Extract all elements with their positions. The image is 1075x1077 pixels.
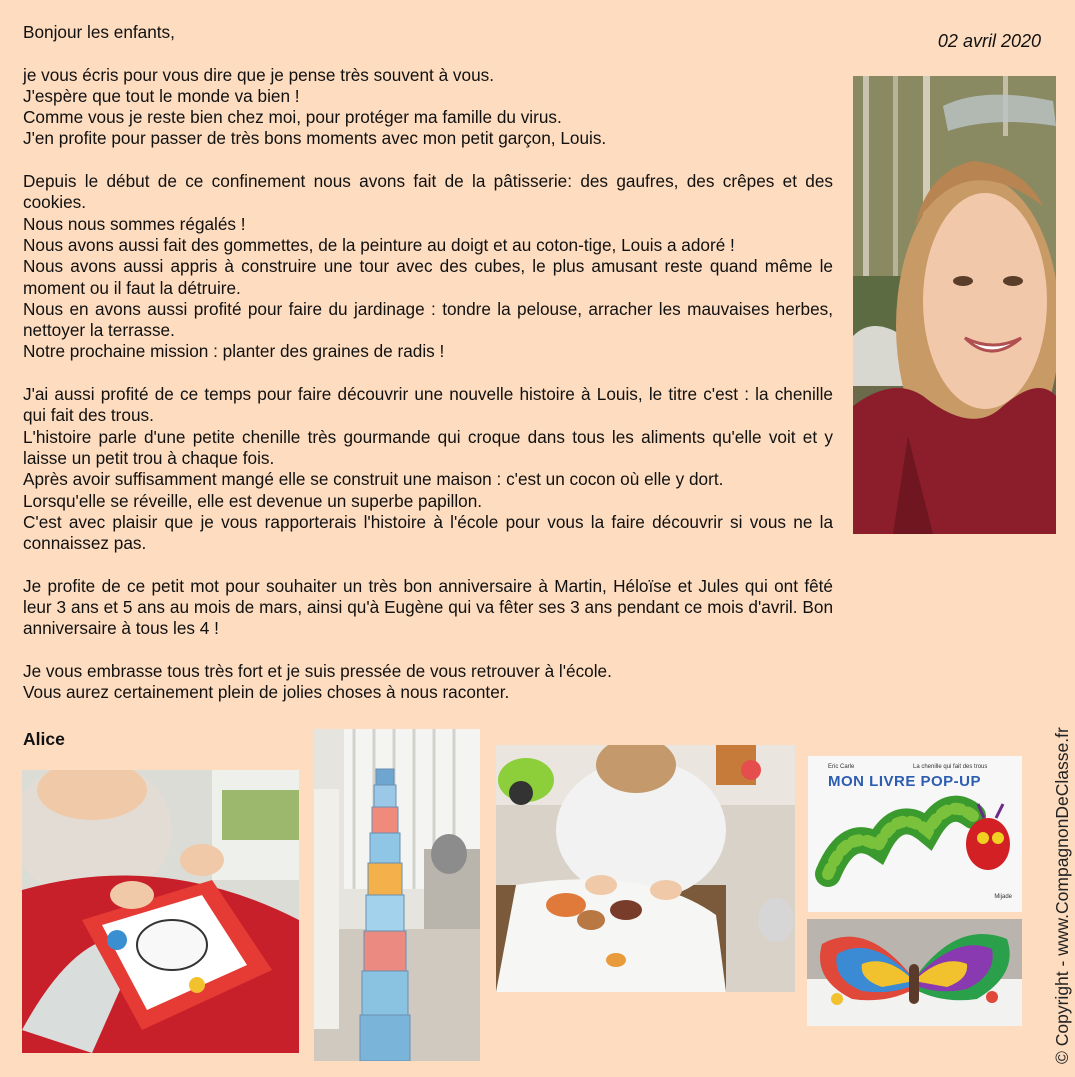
text-line: J'ai aussi profité de ce temps pour faire découvrir une nouvelle histoire à Louis, le titre c'est : la chenille qui fait des trous.: [23, 384, 833, 426]
text-line: Notre prochaine mission : planter des graines de radis !: [23, 341, 445, 362]
text-line: J'espère que tout le monde va bien !: [23, 85, 300, 106]
photo-book-cover: [808, 756, 1022, 912]
text-line: L'histoire parle d'une petite chenille très gourmande qui croque dans tous les aliments qu'elle voit et y laisse un petit trou à chaque fois.: [23, 426, 833, 468]
letter-paragraph: [23, 576, 833, 640]
text-line: Vous aurez certainement plein de jolies choses à nous raconter.: [23, 682, 510, 703]
book-subtitle: La chenille qui fait des trous: [913, 764, 988, 770]
text-line: Nous avons aussi appris à construire une tour avec des cubes, le plus amusant reste quand même le moment ou il faut la détruire.: [23, 256, 833, 298]
text-line: Nous nous sommes régalés !: [23, 213, 246, 234]
photo-block-tower: [314, 729, 480, 1061]
text-line: Lorsqu'elle se réveille, elle est devenue un superbe papillon.: [23, 490, 483, 511]
portrait-photo: [853, 76, 1056, 534]
text-line: Après avoir suffisamment mangé elle se construit une maison : c'est un cocon où elle y dort.: [23, 469, 724, 490]
text-line: Depuis le début de ce confinement nous avons fait de la pâtisserie: des gaufres, des crêpes et des cookies.: [23, 171, 833, 213]
copyright-notice: © Copyright - www.CompagnonDeClasse.fr: [1052, 727, 1072, 1064]
text-line: Nous avons aussi fait des gommettes, de la peinture au doigt et au coton-tige, Louis a adoré !: [23, 234, 735, 255]
text-line: Nous en avons aussi profité pour faire du jardinage : tondre la pelouse, arracher les mauvaises herbes, nettoyer la terrasse.: [23, 298, 833, 341]
photo-finger-painting: [496, 745, 795, 992]
letter-body: [23, 22, 833, 725]
letter-paragraph: [23, 171, 833, 363]
photo-stickers: [22, 770, 299, 1053]
photo-popup-butterfly: [807, 919, 1022, 1026]
book-publisher: Mijade: [994, 894, 1012, 900]
text-line: J'en profite pour passer de très bons moments avec mon petit garçon, Louis.: [23, 128, 607, 149]
letter-paragraph: [23, 65, 833, 150]
greeting: Bonjour les enfants,: [23, 22, 175, 42]
letter-paragraph: [23, 661, 833, 704]
book-title: MON LIVRE POP-UP: [828, 773, 982, 790]
text-line: C'est avec plaisir que je vous rapporterais l'histoire à l'école pour vous la faire découvrir si vous ne la connaissez pas.: [23, 511, 833, 554]
text-line: je vous écris pour vous dire que je pense très souvent à vous.: [23, 64, 495, 85]
text-line: Je vous embrasse tous très fort et je suis pressée de vous retrouver à l'école.: [23, 660, 612, 681]
letter-paragraph: [23, 384, 833, 554]
signature: Alice: [23, 729, 65, 749]
text-line: Comme vous je reste bien chez moi, pour protéger ma famille du virus.: [23, 107, 562, 128]
text-line: Je profite de ce petit mot pour souhaiter un très bon anniversaire à Martin, Héloïse et Jules qui ont fêté leur 3 ans et 5 ans au mois de mars, ainsi qu'à Eugène qui va fêter ses 3 ans pendant ce mois d'avril. Bon anniversaire à tous les 4 !: [23, 575, 833, 639]
letter-date: 02 avril 2020: [937, 31, 1041, 51]
book-author: Eric Carle: [828, 764, 855, 770]
